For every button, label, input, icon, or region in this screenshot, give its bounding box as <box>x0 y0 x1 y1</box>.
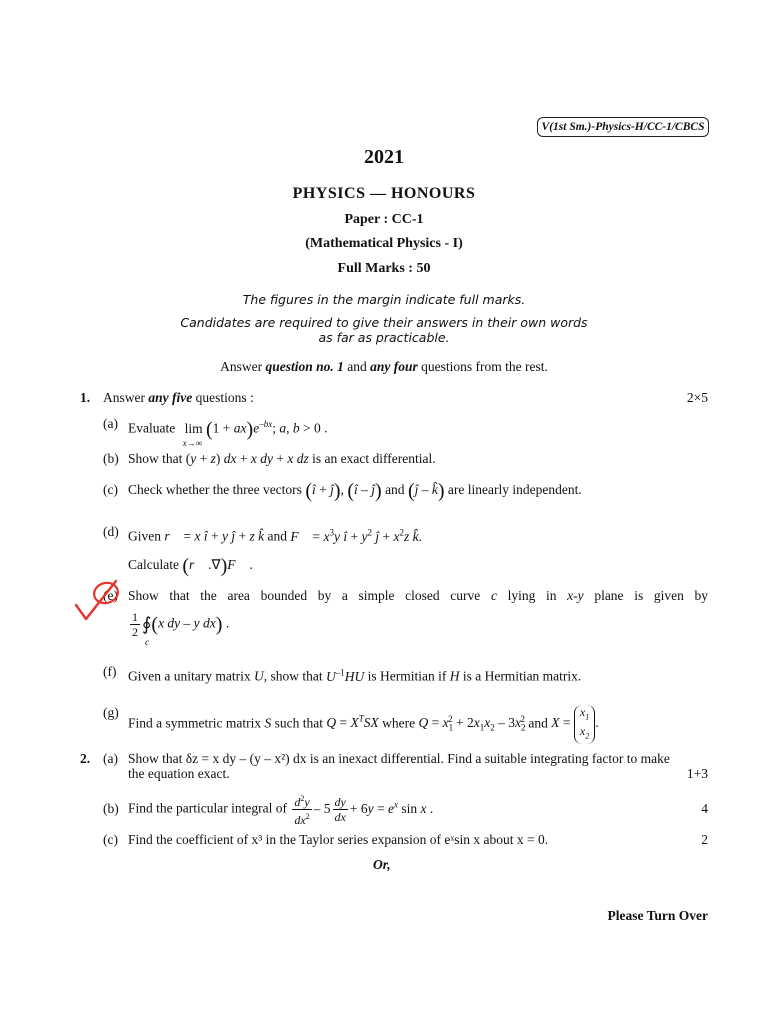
q1g-text <box>128 705 599 744</box>
q1c-and: and <box>385 482 405 497</box>
q2c-text: Find the coefficient of x³ in the Taylor series expansion of eˣsin x about x = 0. <box>128 832 549 847</box>
q1g-formula-q: $Q = X^TSX$ <box>326 713 379 731</box>
answer-mid: and <box>347 359 367 374</box>
q1d-and: and <box>267 528 288 544</box>
answer-any: any four <box>370 359 418 374</box>
q1f-post1: is Hermitian if <box>367 668 447 684</box>
q2c-marks: 2 <box>701 832 708 847</box>
q2a-marks: 1+3 <box>686 766 708 781</box>
q1e-post: plane is given by <box>594 588 709 603</box>
please-turn-over: Please Turn Over <box>607 908 708 923</box>
q1c-check: Check whether the three vectors <box>128 482 302 497</box>
full-marks: Full Marks : 50 <box>337 261 431 276</box>
answer-post: questions from the rest. <box>421 359 548 374</box>
q1e-c: c <box>490 588 497 603</box>
q2b-text <box>128 792 433 827</box>
q1c-vectors: (î + ĵ), (î – ĵ) <box>305 480 382 502</box>
q1c-vector3: (ĵ – k̂) <box>407 480 445 502</box>
q1d-calc-line <box>128 555 253 577</box>
answer-pre: Answer <box>220 359 263 374</box>
q1-intro-any: any five <box>148 390 193 405</box>
exam-year: 2021 <box>364 146 404 168</box>
q1g-formula-quad: $Q = x_1^2 + 2x_1x_2 - 3x_2^2$ <box>418 713 526 734</box>
q1e-show: Show that the area bounded by a simple closed curve <box>128 588 481 603</box>
q1b-formula: (y + z) dx + x dy + x dz <box>185 451 309 466</box>
q1e-mid: lying in <box>507 588 557 603</box>
instruction-practicable: as far as practicable. <box>318 330 450 345</box>
q1-intro <box>103 390 254 406</box>
q1g-find: Find a symmetric matrix <box>128 715 262 731</box>
q1b-label: (b) <box>103 451 119 466</box>
course-name: (Mathematical Physics - I) <box>305 236 463 251</box>
q1a-evaluate: Evaluate <box>128 420 176 436</box>
q1b-show: Show that <box>128 451 183 466</box>
q1d-given: Given <box>128 528 161 544</box>
q2c-label: (c) <box>103 832 118 847</box>
q1c-post: are linearly independent. <box>447 482 582 497</box>
q1f-U: U, <box>253 668 268 684</box>
q2b-marks: 4 <box>701 801 708 816</box>
red-tick-annotation <box>72 575 132 625</box>
q1g-formula-x: X = $x_1$ $x_2$ . <box>551 715 598 730</box>
q1d-label: (d) <box>103 524 119 539</box>
q2b-find: Find the particular integral of <box>128 800 287 816</box>
q1c-label: (c) <box>103 482 118 497</box>
q1g-and: and <box>528 715 548 731</box>
q1e-text <box>128 588 708 604</box>
instruction-own-words: Candidates are required to give their answers in their own words <box>180 315 588 330</box>
q1b-text <box>128 451 436 467</box>
q1-marks: 2×5 <box>686 390 708 405</box>
q2a-text1: Show that δz = x dy – (y – x²) dx is an inexact differential. Find a suitable integrating factor to make <box>128 751 670 766</box>
q1b-post: is an exact differential. <box>312 451 436 466</box>
q1f-given: Given a unitary matrix <box>128 668 251 684</box>
q2b-formula: $\frac{d^2y}{dx^2}$ – 5 $\frac{dy}{dx}$ + $6y = e^x$ sin x . <box>294 794 434 827</box>
q1f-post2: is a Hermitian matrix. <box>462 668 582 684</box>
q1f-mid: show that <box>270 668 323 684</box>
q1d-calc-formula: (r⃗ .∇⃗)F⃗ . <box>182 555 253 577</box>
q1-number: 1. <box>80 390 91 405</box>
q1d-text <box>128 524 422 545</box>
q1e-label: (e) <box>103 588 118 603</box>
q1f-text <box>128 664 581 685</box>
q2a-label: (a) <box>103 751 118 766</box>
or-separator: Or, <box>373 857 391 872</box>
q2-number: 2. <box>80 751 91 766</box>
q1-intro-post: questions : <box>195 390 254 405</box>
q1g-mid: such that <box>274 715 323 731</box>
subject-title: PHYSICS — HONOURS <box>292 185 476 202</box>
q1d-f-vector: F⃗ = $x^3y$ î + $y^2$ ĵ + $x^2z$ k̂. <box>290 527 423 544</box>
q1a-label: (a) <box>103 416 118 431</box>
q1e-xy: x-y <box>567 588 584 603</box>
q1-intro-pre: Answer <box>103 390 145 405</box>
q1g-S: S <box>264 715 272 731</box>
q1f-H: H <box>449 668 460 684</box>
answer-question: question no. 1 <box>265 359 344 374</box>
q1f-label: (f) <box>103 664 117 679</box>
instruction-margin: The figures in the margin indicate full marks. <box>242 292 526 307</box>
q2a-text2: the equation exact. <box>128 766 230 781</box>
paper-code-box: V(1st Sm.)-Physics-H/CC-1/CBCS <box>537 117 709 137</box>
q1g-where: where <box>382 715 416 731</box>
q1f-formula: $U^{-1}HU$ <box>325 667 365 684</box>
q1c-text <box>128 480 582 502</box>
q2b-label: (b) <box>103 801 119 816</box>
answer-instruction <box>0 359 768 375</box>
q1e-formula: $\frac{1}{2}$ ∮ c (x dy – y dx) . <box>132 610 230 647</box>
q1d-r-vector: r⃗ = x î + y ĵ + z k̂ <box>164 528 265 544</box>
paper-name: Paper : CC-1 <box>344 212 424 227</box>
q1d-calculate: Calculate <box>128 557 179 572</box>
q1a-formula: lim x→∞ $(1 + ax)e^{-bx}$; a, b > 0 . <box>182 418 328 448</box>
q1g-label: (g) <box>103 705 119 720</box>
q1a-text <box>128 416 328 448</box>
